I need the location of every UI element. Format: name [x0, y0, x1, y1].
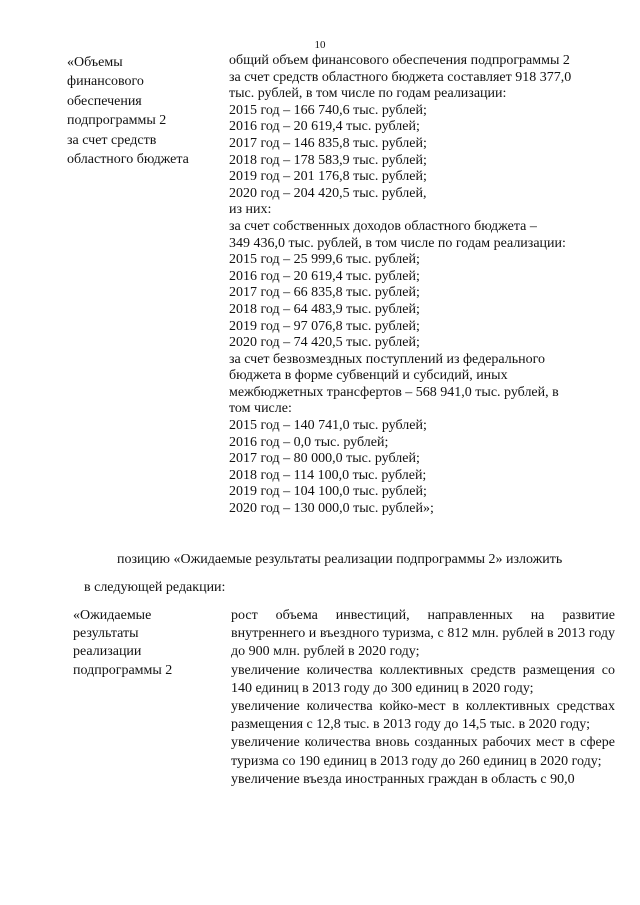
- financing-value-cell: [225, 53, 609, 518]
- value-line: из них:: [229, 202, 272, 218]
- result-item: увеличение количества койко-мест в коллективных средствах размещения с 12,8 тыс. в 2013 году до 14,5 тыс. в 2020 году;: [231, 699, 615, 733]
- value-line: общий объем финансового обеспечения подпрограммы 2: [229, 53, 570, 68]
- value-line: 2019 год – 104 100,0 тыс. рублей;: [229, 484, 427, 500]
- value-line: 2018 год – 64 483,9 тыс. рублей;: [229, 301, 420, 317]
- label-line: за счет средств: [67, 132, 157, 148]
- value-line: 349 436,0 тыс. рублей, в том числе по годам реализации:: [229, 235, 566, 251]
- result-item: увеличение количества коллективных средств размещения со 140 единиц в 2013 году до 300 единиц в 2020 году;: [231, 662, 615, 696]
- label-line: подпрограммы 2: [67, 113, 167, 129]
- financing-label-cell: [0, 53, 225, 518]
- value-line: 2020 год – 74 420,5 тыс. рублей;: [229, 335, 420, 351]
- value-line: за счет собственных доходов областного бюджета –: [229, 218, 537, 234]
- label-line: обеспечения: [67, 93, 142, 109]
- value-line: 2018 год – 114 100,0 тыс. рублей;: [229, 467, 427, 483]
- result-item: увеличение количества вновь созданных рабочих мест в сфере туризма со 190 единиц в 2013 году до 260 единиц в 2020 году;: [231, 735, 615, 769]
- value-line: 2016 год – 0,0 тыс. рублей;: [229, 434, 389, 450]
- label-line: подпрограммы 2: [73, 662, 173, 678]
- instruction-paragraph-continuation: в следующей редакции:: [84, 580, 226, 595]
- results-value-cell: [231, 607, 615, 789]
- label-line: результаты: [73, 626, 139, 642]
- financing-table-row: [0, 53, 640, 518]
- value-line: тыс. рублей, в том числе по годам реализации:: [229, 86, 507, 102]
- value-line: 2017 год – 80 000,0 тыс. рублей;: [229, 451, 420, 467]
- instruction-paragraph: позицию «Ожидаемые результаты реализации подпрограммы 2» изложить: [117, 552, 563, 567]
- result-item: увеличение въезда иностранных граждан в область с 90,0: [231, 771, 575, 787]
- value-line: за счет безвозмездных поступлений из федерального: [229, 351, 546, 367]
- value-line: 2015 год – 166 740,6 тыс. рублей;: [229, 102, 427, 118]
- value-line: 2017 год – 146 835,8 тыс. рублей;: [229, 135, 427, 151]
- value-line: 2015 год – 140 741,0 тыс. рублей;: [229, 418, 427, 434]
- label-line: реализации: [73, 644, 142, 660]
- value-line: 2017 год – 66 835,8 тыс. рублей;: [229, 285, 420, 301]
- label-line: «Объемы: [67, 55, 123, 70]
- label-line: областного бюджета: [67, 152, 189, 168]
- expected-results-table-row: [0, 607, 640, 789]
- value-line: межбюджетных трансфертов – 568 941,0 тыс. рублей, в: [229, 384, 559, 400]
- value-line: том числе:: [229, 401, 292, 417]
- result-item: рост объема инвестиций, направленных на развитие внутреннего и въездного туризма, с 812 млн. рублей в 2013 году до 900 млн. рублей в 2020 году;: [231, 608, 615, 660]
- label-line: «Ожидаемые: [73, 608, 152, 623]
- value-line: 2016 год – 20 619,4 тыс. рублей;: [229, 268, 420, 284]
- value-line: 2019 год – 97 076,8 тыс. рублей;: [229, 318, 420, 334]
- value-line: 2020 год – 204 420,5 тыс. рублей,: [229, 185, 427, 201]
- value-line: 2019 год – 201 176,8 тыс. рублей;: [229, 169, 427, 185]
- value-line: за счет средств областного бюджета составляет 918 377,0: [229, 69, 572, 85]
- value-line: 2020 год – 130 000,0 тыс. рублей»;: [229, 501, 434, 517]
- value-line: 2018 год – 178 583,9 тыс. рублей;: [229, 152, 427, 168]
- label-line: финансового: [67, 74, 144, 90]
- results-label-cell: [0, 607, 231, 789]
- value-line: 2016 год – 20 619,4 тыс. рублей;: [229, 119, 420, 135]
- value-line: 2015 год – 25 999,6 тыс. рублей;: [229, 252, 420, 268]
- page-number: 10: [314, 39, 326, 51]
- value-line: бюджета в форме субвенций и субсидий, иных: [229, 368, 508, 384]
